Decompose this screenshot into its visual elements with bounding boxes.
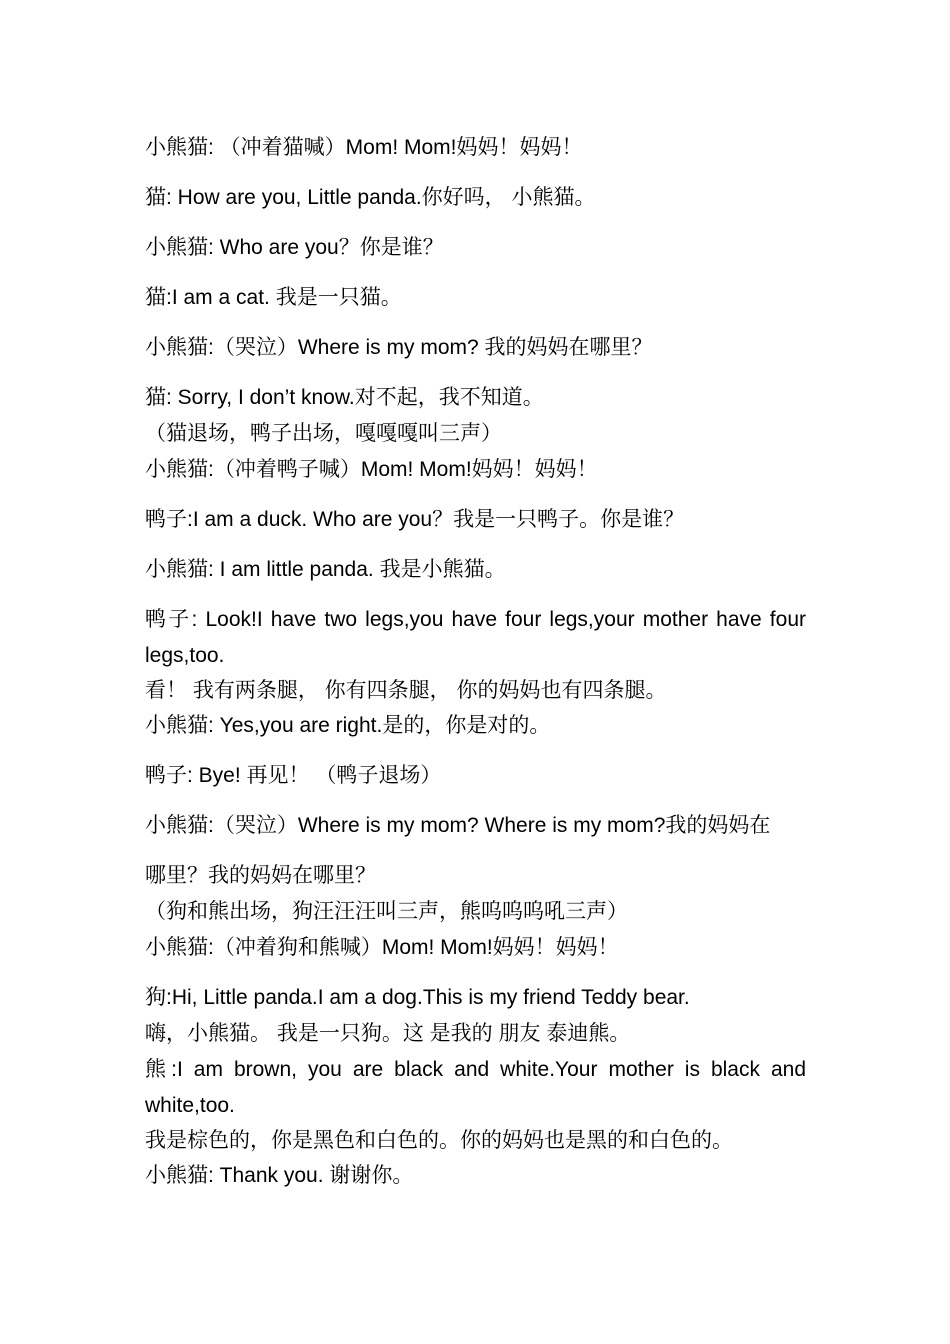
dialogue-line: 猫: How are you, Little panda.你好吗， 小熊猫。 bbox=[145, 186, 596, 209]
dialogue-line: 小熊猫:（哭泣）Where is my mom? Where is my mom?我的妈妈在 bbox=[145, 814, 771, 837]
dialogue-line: 鸭子: Look!I have two legs,you have four legs,your mother have four legs,too. bbox=[145, 608, 806, 667]
dialogue-line: 小熊猫: I am little panda. 我是小熊猫。 bbox=[145, 558, 506, 581]
dialogue-line: 小熊猫: Who are you？你是谁？ bbox=[145, 236, 444, 259]
dialogue-line: 小熊猫: Thank you. 谢谢你。 bbox=[145, 1164, 414, 1187]
dialogue-line: 猫: Sorry, I don’t know.对不起，我不知道。 bbox=[145, 386, 544, 409]
dialogue-line: 小熊猫: Yes,you are right.是的，你是对的。 bbox=[145, 714, 551, 737]
dialogue-line: 嗨，小熊猫。 我是一只狗。这 是我的 朋友 泰迪熊。 bbox=[145, 1022, 631, 1045]
stage-direction: （猫退场，鸭子出场，嘎嘎嘎叫三声） bbox=[145, 422, 502, 445]
dialogue-line: 小熊猫: （冲着猫喊）Mom! Mom!妈妈！妈妈！ bbox=[145, 136, 583, 159]
dialogue-line: 鸭子:I am a duck. Who are you？我是一只鸭子。你是谁？ bbox=[145, 508, 685, 531]
dialogue-line: 熊:I am brown, you are black and white.Your mother is black and white,too. bbox=[145, 1058, 806, 1117]
dialogue-line: 小熊猫:（冲着鸭子喊）Mom! Mom!妈妈！妈妈！ bbox=[145, 458, 598, 481]
dialogue-line: 看！ 我有两条腿， 你有四条腿， 你的妈妈也有四条腿。 bbox=[145, 679, 667, 702]
dialogue-line: 小熊猫:（冲着狗和熊喊）Mom! Mom!妈妈！妈妈！ bbox=[145, 936, 619, 959]
dialogue-line: 小熊猫:（哭泣）Where is my mom? 我的妈妈在哪里？ bbox=[145, 336, 653, 359]
dialogue-script bbox=[145, 130, 806, 1194]
stage-direction: （狗和熊出场，狗汪汪汪叫三声，熊呜呜呜吼三声） bbox=[145, 900, 628, 923]
dialogue-line: 猫:I am a cat. 我是一只猫。 bbox=[145, 286, 402, 309]
dialogue-line: 哪里？我的妈妈在哪里？ bbox=[145, 864, 376, 887]
dialogue-line: 鸭子: Bye! 再见！ （鸭子退场） bbox=[145, 764, 442, 787]
dialogue-line: 狗:Hi, Little panda.I am a dog.This is my friend Teddy bear. bbox=[145, 986, 690, 1009]
dialogue-line: 我是棕色的，你是黑色和白色的。你的妈妈也是黑的和白色的。 bbox=[145, 1129, 733, 1152]
